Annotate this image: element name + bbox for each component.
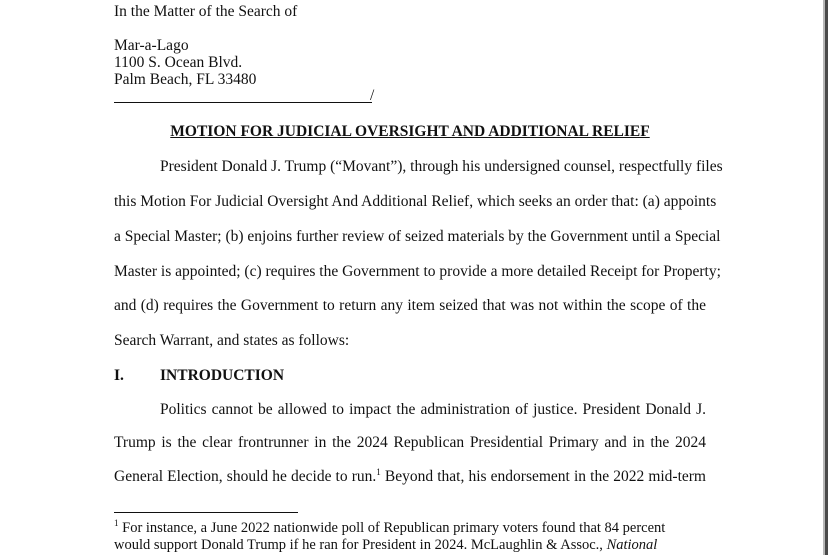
paragraph-line: and (d) requires the Government to return any item seized that was not within the scope of the xyxy=(114,297,706,314)
paragraph-line: Search Warrant, and states as follows: xyxy=(114,332,350,349)
motion-title: MOTION FOR JUDICIAL OVERSIGHT AND ADDITIONAL RELIEF xyxy=(170,123,650,140)
caption-matter: In the Matter of the Search of xyxy=(114,3,298,20)
footnote-text: would support Donald Trump if he ran for President in 2024. McLaughlin & Assoc., xyxy=(114,537,607,553)
footnote-italic-text: National xyxy=(606,537,658,553)
paragraph-line: Master is appointed; (c) requires the Government to provide a more detailed Receipt for Property; xyxy=(114,263,721,280)
paragraph-line: a Special Master; (b) enjoins further review of seized materials by the Government until a Special xyxy=(114,228,721,245)
section-heading: INTRODUCTION xyxy=(160,367,285,384)
footnote-line xyxy=(114,520,665,537)
paragraph-line-text: General Election, should he decide to run. xyxy=(114,468,377,485)
footnote-marker: 1 xyxy=(114,518,119,528)
paragraph-line: Politics cannot be allowed to impact the administration of justice. President Donald J. xyxy=(160,401,706,418)
footnote-reference[interactable]: 1 xyxy=(376,467,381,477)
paragraph-line: this Motion For Judicial Oversight And Additional Relief, which seeks an order that: (a) appoints xyxy=(114,193,717,210)
caption-address-line3: Palm Beach, FL 33480 xyxy=(114,71,257,88)
caption-address-line2: 1100 S. Ocean Blvd. xyxy=(114,54,243,71)
caption-rule xyxy=(114,102,372,103)
section-number: I. xyxy=(114,367,124,384)
paragraph-line-text: Beyond that, his endorsement in the 2022 mid-term xyxy=(380,468,706,485)
paragraph-line: President Donald J. Trump (“Movant”), through his undersigned counsel, respectfully files xyxy=(160,158,723,175)
footnote-text: For instance, a June 2022 nationwide poll of Republican primary voters found that 84 percent xyxy=(118,520,666,536)
caption-slash: / xyxy=(370,87,375,104)
footnote-line xyxy=(114,537,657,554)
caption-address-line1: Mar-a-Lago xyxy=(114,37,189,54)
paragraph-line: Trump is the clear frontrunner in the 2024 Republican Presidential Primary and in the 2024 xyxy=(114,434,706,451)
footnote-separator xyxy=(114,512,298,513)
paragraph-line xyxy=(114,468,706,486)
